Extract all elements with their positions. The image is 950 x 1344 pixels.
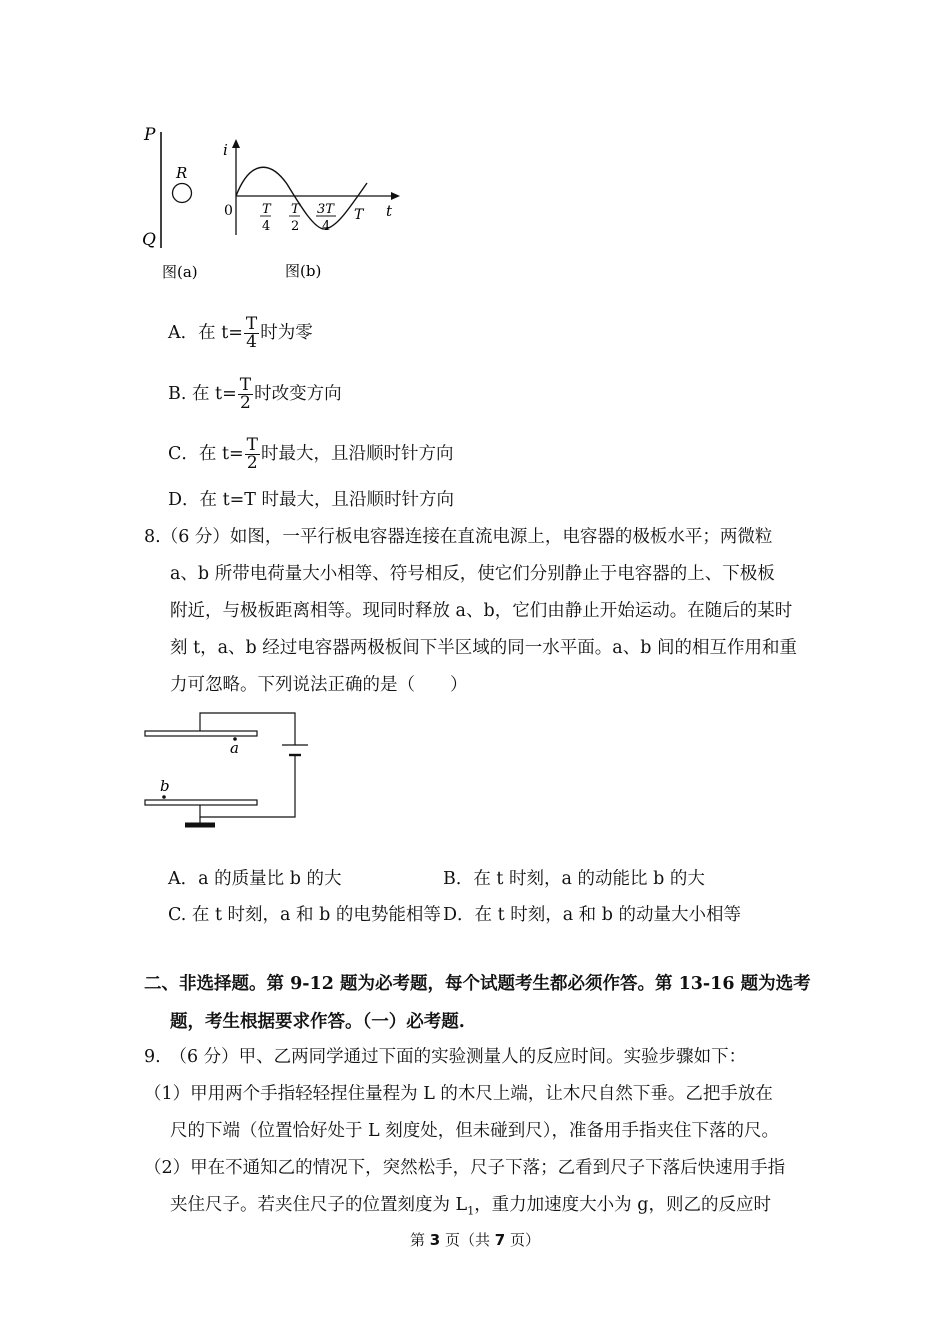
q7-option-c[interactable]: C．在 t= $\frac{T}{2}$ 时最大，且沿顺时针方向: [168, 435, 454, 473]
q8-option-a[interactable]: A．a 的质量比 b 的大: [168, 869, 342, 889]
q8-option-b[interactable]: B．在 t 时刻，a 的动能比 b 的大: [443, 869, 705, 889]
fig-a-label-p: P: [144, 125, 156, 145]
fig-b-tick-t1: T: [262, 202, 271, 217]
fig-a-ring: [173, 184, 192, 203]
q7-option-a-fraction: $\frac{T}{4}$: [245, 314, 258, 352]
circuit-wire-bottom: [200, 755, 295, 817]
fig-b-tick-3t: 3T: [317, 202, 334, 217]
q8-option-c[interactable]: C. 在 t 时刻，a 和 b 的电势能相等: [168, 905, 441, 925]
section2-heading-line1: 二、非选择题。第 9-12 题为必考题，每个试题考生都必须作答。第 13-16 题为选考: [144, 974, 811, 994]
capacitor-figure: [140, 705, 310, 835]
q8-stem-line4: 刻 t，a、b 经过电容器两极板间下半区域的同一水平面。a、b 间的相互作用和重: [170, 638, 797, 658]
particle-b-label: b: [160, 777, 170, 795]
q8-stem-line3: 附近，与极板距离相等。现同时释放 a、b，它们由静止开始运动。在随后的某时: [170, 601, 793, 621]
particle-a-label: a: [230, 739, 239, 757]
q9-line3: 尺的下端（位置恰好处于 L 刻度处，但未碰到尺），准备用手指夹住下落的尺。: [170, 1121, 779, 1141]
q9-line1: 9. （6 分）甲、乙两同学通过下面的实验测量人的反应时间。实验步骤如下：: [144, 1047, 747, 1067]
fig-b-tick-4a: 4: [262, 219, 271, 234]
circuit-wire-top: [200, 713, 295, 745]
fig-a-label-q: Q: [142, 230, 156, 250]
lower-plate: [145, 800, 257, 805]
q9-line4: （2）甲在不通知乙的情况下，突然松手，尺子下落；乙看到尺子下落后快速用手指: [144, 1158, 786, 1178]
page-footer: 第 3 页（共 7 页）: [410, 1231, 540, 1249]
q7-option-a[interactable]: A．在 t= $\frac{T}{4}$ 时为零: [168, 314, 313, 352]
fig-a-label-r: R: [176, 164, 188, 182]
total-page-number: 7: [494, 1231, 506, 1249]
q7-option-d[interactable]: D．在 t=T 时最大，且沿顺时针方向: [168, 490, 455, 510]
figure-a: [140, 120, 220, 290]
fig-b-x-arrow: [391, 192, 400, 200]
q8-stem-line1: 8.（6 分）如图，一平行板电容器连接在直流电源上，电容器的极板水平；两微粒: [144, 527, 773, 547]
fig-b-axis-x-label: t: [386, 202, 393, 220]
current-page-number: 3: [429, 1231, 441, 1249]
fig-b-y-arrow: [232, 139, 240, 148]
q8-stem-line2: a、b 所带电荷量大小相等、符号相反，使它们分别静止于电容器的上、下极板: [170, 564, 775, 584]
fig-b-axis-y-label: i: [223, 141, 228, 159]
q7-option-b-fraction: $\frac{T}{2}$: [239, 375, 252, 413]
fig-b-tick-end: T: [354, 207, 364, 223]
section2-heading-line2: 题，考生根据要求作答。（一）必考题.: [170, 1012, 465, 1032]
q9-line5: 夹住尺子。若夹住尺子的位置刻度为 $L_1$，重力加速度大小为 g，则乙的反应时: [170, 1195, 771, 1218]
q8-option-d[interactable]: D．在 t 时刻，a 和 b 的动量大小相等: [443, 905, 742, 925]
q7-option-b[interactable]: B. 在 t= $\frac{T}{2}$ 时改变方向: [168, 375, 342, 413]
particle-b: [162, 795, 166, 799]
fig-a-caption: 图(a): [162, 263, 198, 281]
fig-b-tick-4b: 4: [322, 219, 331, 234]
fig-b-origin-label: 0: [224, 203, 233, 219]
figure-b: [215, 135, 415, 290]
fig-b-caption: 图(b): [285, 262, 322, 280]
q9-line2: （1）甲用两个手指轻轻捏住量程为 L 的木尺上端，让木尺自然下垂。乙把手放在: [144, 1084, 773, 1104]
fig-b-tick-2: 2: [291, 219, 300, 234]
q8-stem-line5: 力可忽略。下列说法正确的是（ ）: [170, 675, 468, 695]
fig-b-tick-t2: T: [291, 202, 300, 217]
upper-plate: [145, 731, 257, 736]
q7-option-c-fraction: $\frac{T}{2}$: [246, 435, 258, 473]
fig-b-curve: [236, 167, 367, 229]
